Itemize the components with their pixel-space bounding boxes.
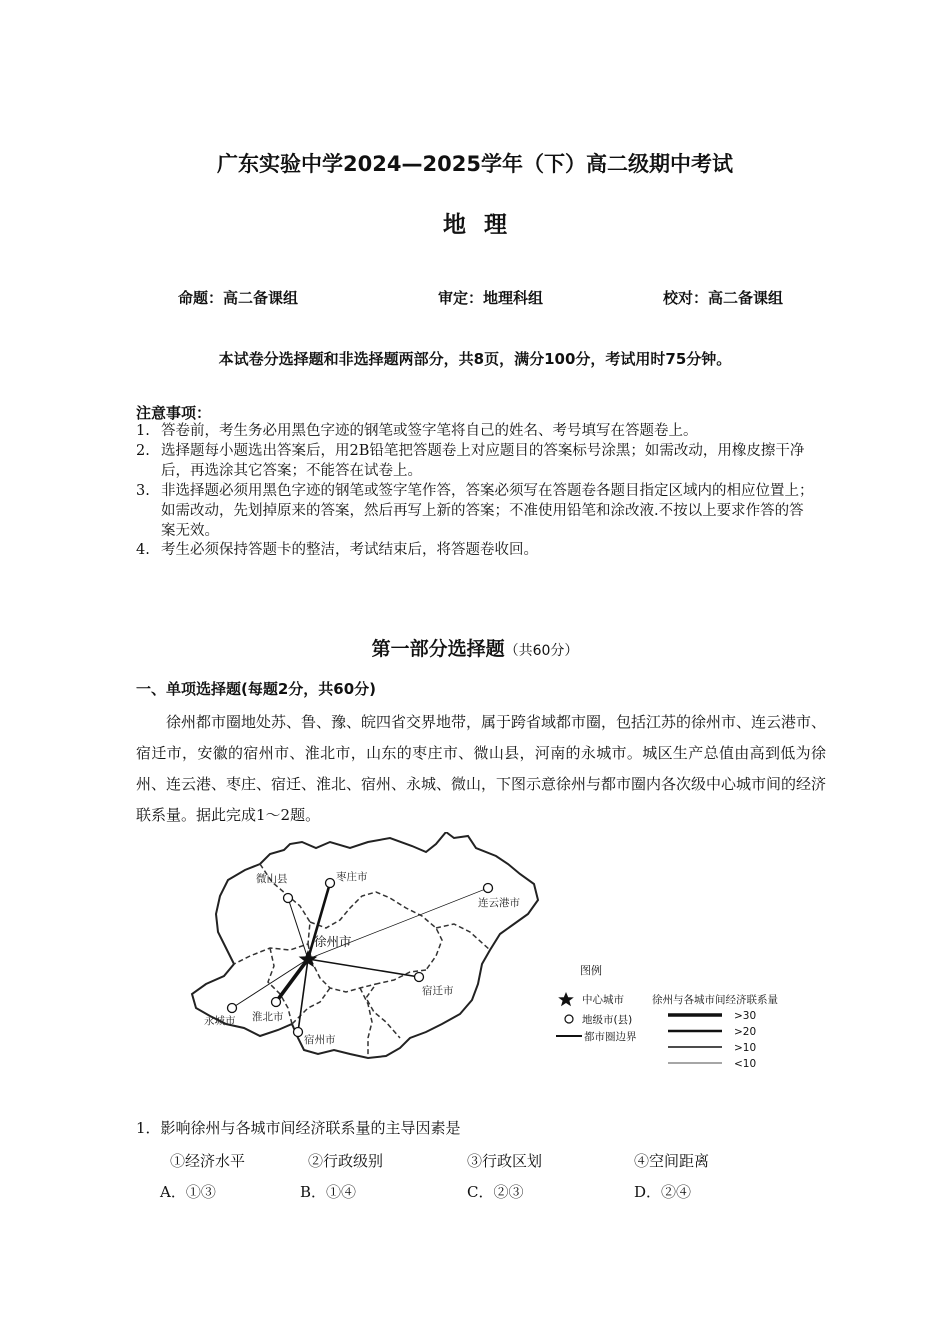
answer-option-b: B．①④ [300,1183,357,1201]
legend-city-marker-icon [565,1015,573,1023]
map-label-lianyungang: 连云港市 [478,897,520,909]
question-1-stem: 1．影响徐州与各城市间经济联系量的主导因素是 [136,1119,461,1137]
inner-boundary [360,988,372,1058]
city-marker-yongcheng [228,1004,237,1013]
notice-item-text: 答卷前，考生务必用黑色字迹的钢笔或签字笔将自己的姓名、考号填写在答题卷上。 [161,423,698,439]
legend-link-level: >30 [734,1010,757,1022]
city-marker-lianyungang [484,884,493,893]
part-heading-text: 第一部分选择题 [371,638,505,660]
map-label-zaozhuang: 枣庄市 [336,871,368,883]
link-suqian [308,959,419,977]
subject-title: 地理 [443,212,525,238]
answer-option-d: D．②④ [634,1183,692,1201]
factor-item: ②行政级别 [308,1152,384,1170]
legend-link-level: >20 [734,1026,757,1038]
notice-item-text: 选择题每小题选出答案后，用2B铅笔把答题卷上对应题目的答案标号涂黑；如需改动，用橡皮擦干净后，再选涂其它答案；不能答在试卷上。 [161,443,805,479]
legend-link-level: <10 [734,1058,757,1070]
notice-item-number: 4. [136,542,150,558]
factor-item: ④空间距离 [634,1152,710,1170]
legend-link-title: 徐州与各城市间经济联系量 [652,994,778,1006]
legend-boundary: 都市圈边界 [584,1031,637,1043]
answer-option-c: C．②③ [467,1183,524,1201]
notice-item [136,421,816,441]
link-weishan [288,898,308,959]
city-marker-suqian [415,973,424,982]
map-label-suzhou: 宿州市 [304,1034,336,1046]
notice-item [136,481,816,541]
legend-prefecture-city: 地级市(县) [582,1014,633,1026]
notice-item-number: 1. [136,423,150,439]
xuzhou-metro-map [190,832,830,1102]
question-passage: 徐州都市圈地处苏、鲁、豫、皖四省交界地带，属于跨省域都市圈，包括江苏的徐州市、连云港市、宿迁市，安徽的宿州市、淮北市，山东的枣庄市、微山县，河南的永城市。城区生产总值由高到低为徐州、连云港、枣庄、宿迁、淮北、宿州、永城、微山，下图示意徐州与都市圈内各次级中心城市间的经济联系量。据此完成1～2题。 [136,713,827,824]
reviewer-credit: 审定：地理科组 [438,289,544,307]
part-heading [0,634,950,661]
legend-star-icon [558,992,574,1006]
factor-item: ③行政区划 [467,1152,543,1170]
part-heading-score: （共60分） [504,643,579,659]
inner-boundary [436,924,490,950]
proposer-credit: 命题：高二备课组 [178,289,299,307]
city-marker-huaibei [272,998,281,1007]
answer-option-a: A．①③ [160,1183,216,1201]
factor-item: ①经济水平 [170,1152,246,1170]
legend-link-level: >10 [734,1042,757,1054]
city-marker-suzhou [294,1028,303,1037]
map-label-yongcheng: 永城市 [204,1015,236,1027]
section-heading: 一、单项选择题(每题2分，共60分) [136,680,377,698]
map-label-huaibei: 淮北市 [252,1011,284,1023]
notice-item-number: 3. [136,483,150,499]
proofreader-credit: 校对：高二备课组 [663,289,784,307]
notice-item-text: 考生必须保持答题卡的整洁，考试结束后，将答题卷收回。 [161,542,538,558]
map-label-suqian: 宿迁市 [422,985,454,997]
metro-boundary [192,832,538,1058]
legend-title: 图例 [580,964,602,977]
notice-item [136,441,816,481]
exam-title: 广东实验中学2024—2025学年（下）高二级期中考试 [217,152,733,176]
notice-item-text: 非选择题必须用黑色字迹的钢笔或签字笔作答，答案必须写在答题卷各题目指定区域内的相应位置上；如需改动，先划掉原来的答案，然后再写上新的答案；不准使用铅笔和涂改液.不按以上要求作答的答案无效。 [161,483,814,539]
city-marker-zaozhuang [326,879,335,888]
map-label-center: 徐州市 [314,934,352,949]
exam-info: 本试卷分选择题和非选择题两部分，共8页，满分100分，考试用时75分钟。 [218,350,732,368]
map-label-weishan: 微山县 [256,873,288,885]
legend-center-city: 中心城市 [582,994,624,1006]
link-yongcheng [232,959,308,1008]
notice-item [136,540,816,560]
notice-item-number: 2. [136,443,150,459]
inner-boundary [310,892,442,970]
notice-heading: 注意事项： [136,404,212,422]
city-marker-weishan [284,894,293,903]
inner-boundary [292,988,330,1024]
